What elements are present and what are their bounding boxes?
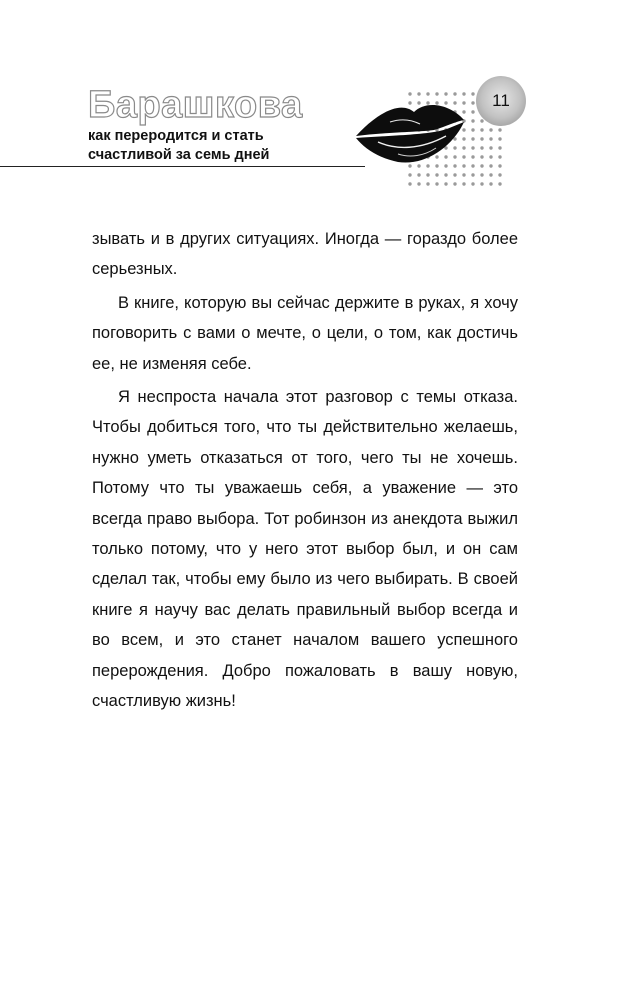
grid-dot: [462, 128, 465, 131]
grid-dot: [471, 101, 474, 104]
grid-dot: [408, 101, 411, 104]
grid-dot: [426, 101, 429, 104]
grid-dot: [498, 128, 501, 131]
grid-dot: [489, 137, 492, 140]
grid-dot: [435, 101, 438, 104]
grid-dot: [417, 92, 420, 95]
grid-dot: [498, 164, 501, 167]
paragraph: зывать и в других ситуациях. Иногда — гораздо более серьезных.: [92, 230, 518, 279]
grid-dot: [471, 119, 474, 122]
grid-dot: [462, 155, 465, 158]
grid-dot: [471, 92, 474, 95]
grid-dot: [408, 173, 411, 176]
grid-dot: [471, 182, 474, 185]
grid-dot: [453, 182, 456, 185]
grid-dot: [462, 164, 465, 167]
book-subtitle: [88, 127, 269, 165]
subtitle-line-1: как переродится и стать: [88, 128, 264, 144]
grid-dot: [498, 137, 501, 140]
grid-dot: [489, 164, 492, 167]
grid-dot: [444, 92, 447, 95]
grid-dot: [498, 182, 501, 185]
grid-dot: [435, 182, 438, 185]
grid-dot: [480, 182, 483, 185]
grid-dot: [480, 164, 483, 167]
grid-dot: [462, 182, 465, 185]
lips-kiss-icon: [356, 105, 464, 163]
grid-dot: [498, 146, 501, 149]
grid-dot: [417, 101, 420, 104]
grid-dot: [444, 164, 447, 167]
grid-dot: [453, 173, 456, 176]
grid-dot: [462, 92, 465, 95]
grid-dot: [435, 92, 438, 95]
grid-dot: [453, 155, 456, 158]
grid-dot: [471, 164, 474, 167]
grid-dot: [417, 173, 420, 176]
grid-dot: [480, 173, 483, 176]
subtitle-line-2: счастливой за семь дней: [88, 147, 270, 163]
grid-dot: [489, 128, 492, 131]
grid-dot: [480, 137, 483, 140]
grid-dot: [462, 146, 465, 149]
grid-dot: [471, 137, 474, 140]
grid-dot: [453, 164, 456, 167]
grid-dot: [489, 173, 492, 176]
grid-dot: [462, 110, 465, 113]
grid-dot: [480, 146, 483, 149]
grid-dot: [426, 164, 429, 167]
body-text: [92, 224, 518, 717]
grid-dot: [444, 182, 447, 185]
author-name: Барашкова: [88, 84, 303, 126]
grid-dot: [426, 92, 429, 95]
grid-dot: [408, 164, 411, 167]
grid-dot: [426, 182, 429, 185]
grid-dot: [417, 182, 420, 185]
grid-dot: [462, 101, 465, 104]
grid-dot: [444, 173, 447, 176]
grid-dot: [471, 110, 474, 113]
grid-dot: [462, 173, 465, 176]
grid-dot: [408, 182, 411, 185]
grid-dot: [408, 92, 411, 95]
grid-dot: [453, 92, 456, 95]
header-rule: [0, 166, 365, 167]
grid-dot: [444, 101, 447, 104]
grid-dot: [417, 164, 420, 167]
grid-dot: [462, 137, 465, 140]
grid-dot: [471, 173, 474, 176]
grid-dot: [471, 128, 474, 131]
grid-dot: [435, 164, 438, 167]
grid-dot: [435, 155, 438, 158]
grid-dot: [489, 155, 492, 158]
grid-dot: [471, 146, 474, 149]
grid-dot: [480, 128, 483, 131]
grid-dot: [498, 155, 501, 158]
paragraph: В книге, которую вы сейчас держите в руках, я хочу поговорить с вами о мечте, о цели, о том, как достичь ее, не изменяя себе.: [92, 293, 518, 373]
grid-dot: [444, 155, 447, 158]
grid-dot: [453, 146, 456, 149]
grid-dot: [435, 173, 438, 176]
grid-dot: [471, 155, 474, 158]
paragraph: Я неспроста начала этот разговор с темы отказа. Чтобы добиться того, что ты действительно желаешь, нужно уметь отказаться от того, чего ты не хочешь. Потому что ты уважаешь себя, а уважение — это всегда право выбора. Тот робинзон из анекдота выжил только потому, что у него этот выбор был, и он сам сделал так, чтобы ему было из чего выбирать. В своей книге я научу вас делать правильный выбор всегда и во всем, и это станет началом вашего успешного перерождения. Добро пожаловать в вашу новую, счастливую жизнь!: [92, 388, 518, 711]
grid-dot: [426, 173, 429, 176]
grid-dot: [489, 146, 492, 149]
grid-dot: [480, 155, 483, 158]
grid-dot: [489, 182, 492, 185]
page-number: 11: [492, 91, 510, 110]
grid-dot: [498, 173, 501, 176]
grid-dot: [453, 101, 456, 104]
